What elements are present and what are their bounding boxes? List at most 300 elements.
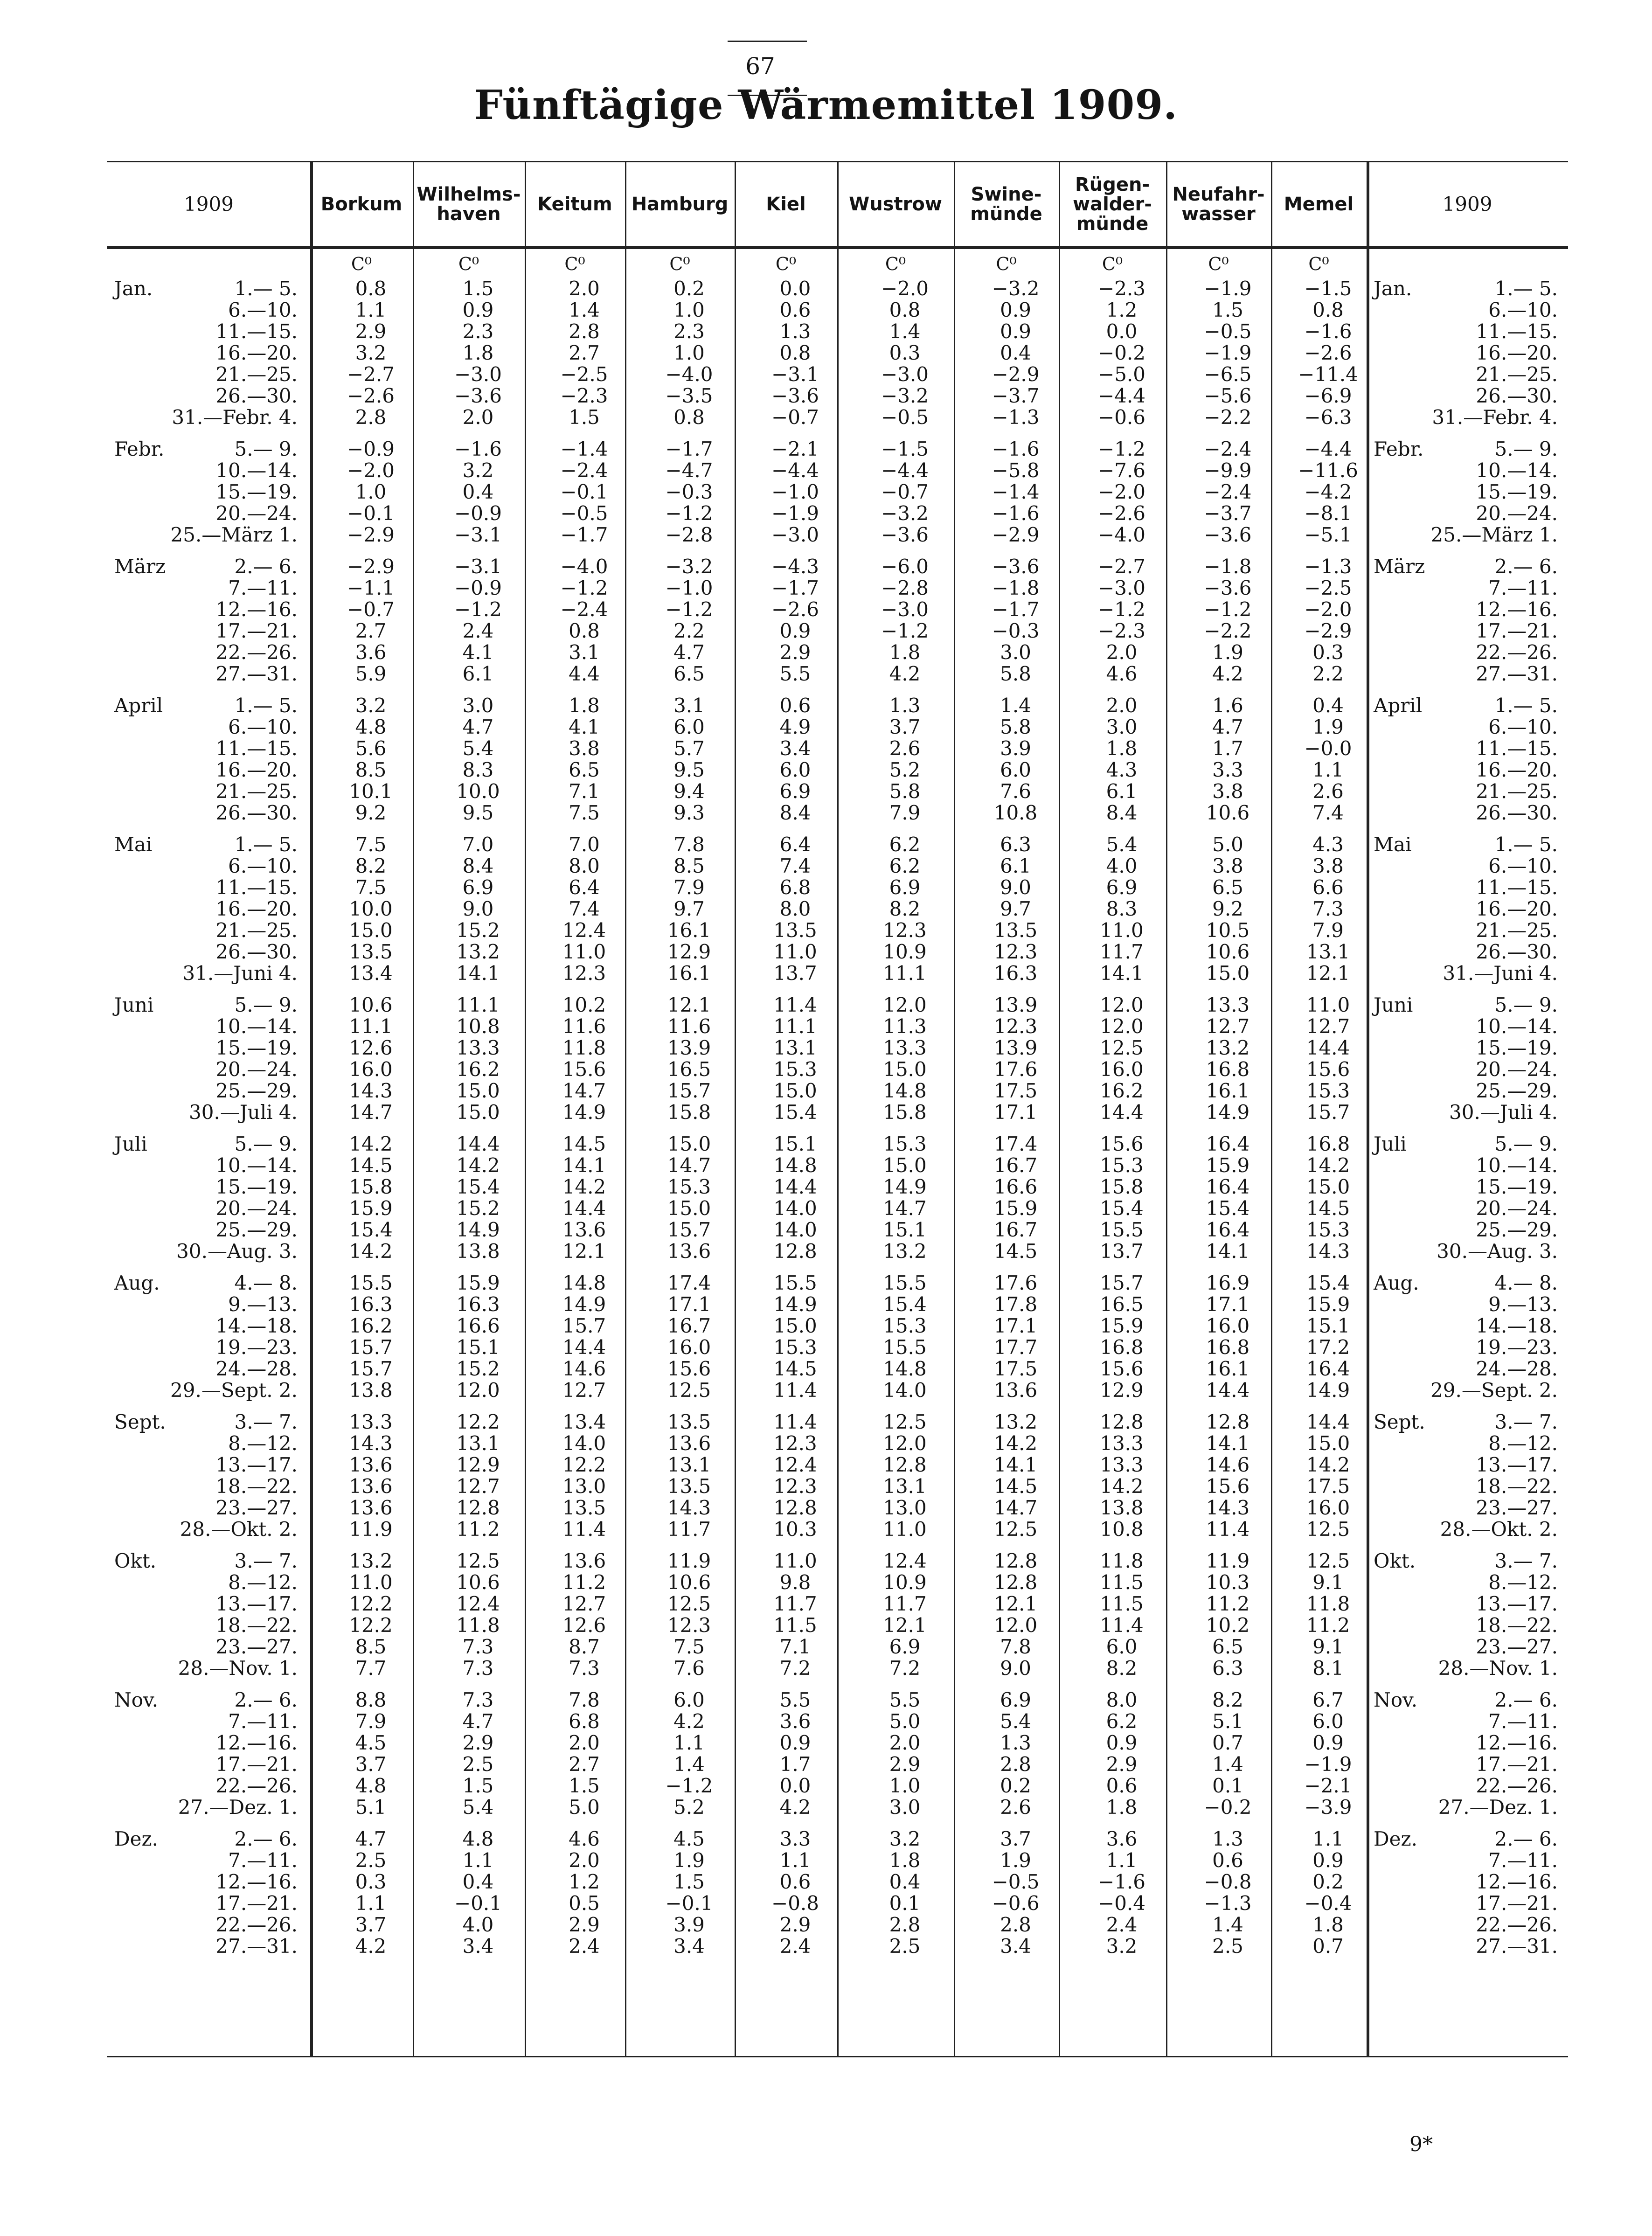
period-label-left: [114, 460, 298, 481]
temperature-value: 15.5: [349, 1271, 393, 1294]
temperature-value: 7.5: [673, 1635, 705, 1658]
temperature-value: −2.2: [1204, 619, 1252, 642]
temperature-value: 12.0: [883, 1432, 927, 1455]
temperature-value: −1.5: [1304, 277, 1352, 300]
temperature-value: −1.4: [560, 437, 608, 460]
temperature-value: 5.1: [355, 1796, 387, 1819]
temperature-value: 15.0: [456, 1101, 500, 1124]
temperature-value: 1.3: [779, 320, 811, 343]
temperature-value: 5.0: [1212, 833, 1243, 856]
period-text: 21.—25.: [1476, 919, 1558, 942]
period-label-left: [114, 920, 298, 941]
temperature-value: −0.6: [992, 1892, 1040, 1915]
period-label-right: [1374, 1294, 1558, 1315]
temperature-value: 14.9: [1306, 1379, 1350, 1402]
temperature-value: 10.9: [883, 940, 927, 963]
table-row: [107, 1914, 1568, 1936]
temperature-value: −2.4: [1204, 480, 1252, 503]
temperature-value: 11.5: [1100, 1592, 1144, 1615]
period-label-right: [1374, 1411, 1558, 1433]
period-text: 24.—28.: [215, 1357, 298, 1380]
temperature-value: 12.7: [1206, 1015, 1250, 1038]
temperature-value: 12.3: [993, 1015, 1038, 1038]
temperature-value: 15.0: [1306, 1175, 1350, 1198]
unit-label: C⁰: [1208, 254, 1229, 274]
temperature-value: 16.8: [1306, 1132, 1350, 1155]
temperature-value: 1.0: [889, 1774, 921, 1797]
temperature-value: 13.1: [1306, 940, 1350, 963]
month-label: Nov.: [1374, 1688, 1418, 1711]
header-station-label: Memel: [1284, 194, 1354, 215]
temperature-value: 3.0: [1000, 641, 1031, 664]
temperature-value: 10.8: [993, 801, 1038, 824]
period-text: 10.—14.: [1476, 1015, 1558, 1038]
temperature-value: −3.6: [992, 555, 1040, 578]
period-label-right: [1374, 941, 1558, 963]
temperature-value: 3.4: [779, 737, 811, 760]
temperature-value: 14.4: [1306, 1036, 1350, 1059]
temperature-value: −6.3: [1304, 406, 1352, 429]
temperature-value: 1.3: [1212, 1827, 1243, 1850]
period-text: 13.—17.: [215, 1453, 298, 1476]
period-label-right: [1374, 1155, 1558, 1176]
table-row: [107, 620, 1568, 642]
temperature-value: 14.1: [1100, 962, 1144, 985]
temperature-value: 2.8: [1000, 1913, 1031, 1936]
temperature-value: −3.2: [992, 277, 1040, 300]
temperature-value: −2.8: [665, 523, 713, 546]
temperature-value: 1.8: [889, 1849, 921, 1872]
temperature-value: 0.3: [355, 1870, 387, 1893]
temperature-value: −2.4: [560, 598, 608, 621]
period-text: 8.—12.: [1488, 1432, 1558, 1455]
table-row: [107, 855, 1568, 877]
temperature-value: −0.9: [347, 437, 395, 460]
temperature-value: 0.7: [1312, 1935, 1344, 1958]
period-text: 30.—Aug. 3.: [1437, 1240, 1558, 1263]
period-label-right: [1374, 642, 1558, 663]
temperature-value: 15.5: [773, 1271, 817, 1294]
period-label-left: [114, 407, 298, 428]
temperature-value: 10.2: [1206, 1614, 1250, 1637]
temperature-value: 13.8: [1100, 1496, 1144, 1519]
temperature-value: 11.1: [349, 1015, 393, 1038]
temperature-value: 14.5: [773, 1357, 817, 1380]
temperature-value: 15.9: [1306, 1293, 1350, 1316]
temperature-value: 7.8: [1000, 1635, 1031, 1658]
period-label-left: [114, 1176, 298, 1198]
period-label-right: [1374, 1433, 1558, 1454]
temperature-value: 4.7: [462, 1710, 494, 1733]
temperature-value: 16.0: [1306, 1496, 1350, 1519]
period-label-right: [1374, 1775, 1558, 1797]
temperature-value: 13.7: [773, 962, 817, 985]
period-label-right: [1374, 321, 1558, 342]
temperature-value: 17.4: [993, 1132, 1038, 1155]
period-text: 13.—17.: [1476, 1592, 1558, 1615]
temperature-value: 3.8: [1212, 854, 1243, 877]
period-label-left: [114, 1102, 298, 1123]
period-text: 21.—25.: [1476, 780, 1558, 803]
temperature-value: 3.2: [462, 459, 494, 482]
period-label-left: [114, 855, 298, 877]
temperature-value: 16.4: [1206, 1175, 1250, 1198]
temperature-value: −3.2: [881, 502, 929, 525]
temperature-value: 4.7: [355, 1827, 387, 1850]
temperature-value: 11.1: [456, 993, 500, 1016]
table-row: [107, 1519, 1568, 1540]
temperature-value: 0.9: [1000, 299, 1031, 321]
temperature-value: 8.2: [889, 897, 921, 920]
temperature-value: 8.2: [355, 854, 387, 877]
temperature-value: −0.1: [347, 502, 395, 525]
temperature-value: 1.4: [569, 299, 600, 321]
period-text: 6.—10.: [1488, 854, 1558, 877]
temperature-value: 17.6: [993, 1271, 1038, 1294]
temperature-value: 15.8: [1100, 1175, 1144, 1198]
month-label: Juli: [1374, 1132, 1407, 1155]
temperature-value: 12.1: [883, 1614, 927, 1637]
temperature-value: 15.9: [456, 1271, 500, 1294]
temperature-value: 0.9: [779, 619, 811, 642]
temperature-value: −1.6: [1098, 1870, 1145, 1893]
period-label-left: [114, 1775, 298, 1797]
period-label-left: [114, 663, 298, 685]
temperature-value: 11.7: [883, 1592, 927, 1615]
temperature-value: 2.8: [889, 1913, 921, 1936]
temperature-value: 12.5: [1306, 1549, 1350, 1572]
table-row: [107, 1133, 1568, 1155]
temperature-value: 14.9: [456, 1218, 500, 1241]
temperature-value: 13.6: [349, 1475, 393, 1498]
temperature-value: 1.8: [889, 641, 921, 664]
period-label-left: [114, 642, 298, 663]
temperature-value: 13.8: [349, 1379, 393, 1402]
period-label-right: [1374, 1476, 1558, 1497]
period-label-left: [114, 1272, 298, 1294]
period-text: 12.—16.: [1476, 1870, 1558, 1893]
temperature-value: 11.2: [562, 1571, 606, 1594]
header-year-right: [1367, 162, 1568, 246]
header-station-label: Neufahr- wasser: [1172, 184, 1265, 225]
period-label-right: [1374, 1936, 1558, 1957]
temperature-value: 12.0: [456, 1379, 500, 1402]
period-label-left: [114, 1850, 298, 1871]
period-label-right: [1374, 920, 1558, 941]
temperature-value: 11.8: [1306, 1592, 1350, 1615]
period-text: 9.—13.: [228, 1293, 298, 1316]
temperature-value: −3.7: [1204, 502, 1252, 525]
temperature-value: 5.8: [1000, 662, 1031, 685]
period-label-right: [1374, 802, 1558, 824]
temperature-value: −2.2: [1204, 406, 1252, 429]
period-label-right: [1374, 1315, 1558, 1337]
period-label-right: [1374, 1037, 1558, 1059]
period-text: 10.—14.: [215, 1015, 298, 1038]
month-label: April: [114, 694, 163, 717]
temperature-value: 16.5: [1100, 1293, 1144, 1316]
period-text: 12.—16.: [1476, 1731, 1558, 1754]
temperature-value: −11.4: [1298, 363, 1358, 386]
temperature-value: −0.2: [1204, 1796, 1252, 1819]
temperature-value: 1.1: [462, 1849, 494, 1872]
temperature-value: −1.2: [1098, 598, 1145, 621]
period-label-right: [1374, 1711, 1558, 1732]
temperature-value: 15.7: [562, 1314, 606, 1337]
table-row: [107, 524, 1568, 546]
period-label-right: [1374, 663, 1558, 685]
temperature-value: −5.0: [1098, 363, 1145, 386]
temperature-value: 14.2: [1100, 1475, 1144, 1498]
temperature-value: 15.3: [773, 1336, 817, 1359]
period-text: 21.—25.: [215, 919, 298, 942]
temperature-value: 15.4: [349, 1218, 393, 1241]
temperature-value: −4.0: [665, 363, 713, 386]
temperature-value: 9.0: [462, 897, 494, 920]
temperature-value: 15.9: [1100, 1314, 1144, 1337]
temperature-value: 15.4: [456, 1175, 500, 1198]
table-row: [107, 877, 1568, 898]
temperature-value: 5.4: [1000, 1710, 1031, 1733]
temperature-value: 14.1: [1206, 1240, 1250, 1263]
period-label-left: [114, 1219, 298, 1241]
signature-mark: 9*: [1409, 2132, 1433, 2156]
temperature-value: 16.2: [456, 1058, 500, 1081]
temperature-value: 3.8: [569, 737, 600, 760]
period-label-left: [114, 1433, 298, 1454]
period-label-left: [114, 759, 298, 781]
temperature-value: 17.6: [993, 1058, 1038, 1081]
temperature-value: −1.9: [1204, 341, 1252, 364]
temperature-value: 7.8: [569, 1688, 600, 1711]
temperature-value: 11.0: [1100, 919, 1144, 942]
table-row: [107, 299, 1568, 321]
unit-label: C⁰: [564, 254, 585, 274]
temperature-value: −3.0: [771, 523, 819, 546]
period-label-right: [1374, 503, 1558, 524]
period-text: 23.—27.: [1476, 1496, 1558, 1519]
temperature-value: 4.8: [355, 1774, 387, 1797]
temperature-value: 11.7: [1100, 940, 1144, 963]
period-text: 30.—Juli 4.: [189, 1101, 298, 1124]
period-label-right: [1374, 1893, 1558, 1914]
temperature-value: 11.5: [1100, 1571, 1144, 1594]
temperature-value: 14.8: [883, 1357, 927, 1380]
temperature-value: 10.9: [883, 1571, 927, 1594]
temperature-value: 2.6: [1000, 1796, 1031, 1819]
temperature-value: 15.3: [1306, 1079, 1350, 1102]
table-row: [107, 1615, 1568, 1636]
period-text: 16.—20.: [1476, 341, 1558, 364]
temperature-value: 2.4: [462, 619, 494, 642]
temperature-value: 14.3: [1306, 1240, 1350, 1263]
temperature-value: −1.1: [347, 576, 395, 599]
temperature-value: 1.4: [673, 1753, 705, 1776]
temperature-value: 0.4: [1312, 694, 1344, 717]
temperature-value: 8.5: [355, 758, 387, 781]
temperature-value: 9.2: [1212, 897, 1243, 920]
temperature-value: 3.6: [1106, 1827, 1138, 1850]
period-text: 28.—Okt. 2.: [180, 1518, 298, 1541]
table-row: [107, 364, 1568, 385]
period-text: 25.—März 1.: [1430, 523, 1558, 546]
temperature-value: 6.4: [779, 833, 811, 856]
temperature-value: 4.6: [569, 1827, 600, 1850]
temperature-value: 14.2: [1306, 1453, 1350, 1476]
period-text: 8.—12.: [228, 1571, 298, 1594]
period-text: 20.—24.: [1476, 1058, 1558, 1081]
table-row: [107, 759, 1568, 781]
temperature-value: 14.1: [562, 1154, 606, 1177]
period-label-right: [1374, 1272, 1558, 1294]
temperature-value: 7.3: [1312, 897, 1344, 920]
period-text: 5.— 9.: [1494, 1132, 1558, 1155]
temperature-value: 2.0: [569, 277, 600, 300]
temperature-value: 12.7: [562, 1592, 606, 1615]
temperature-value: 1.1: [1312, 758, 1344, 781]
temperature-value: 13.0: [562, 1475, 606, 1498]
temperature-value: 2.9: [355, 320, 387, 343]
temperature-value: 15.9: [349, 1197, 393, 1220]
period-text: 14.—18.: [215, 1314, 298, 1337]
temperature-value: 14.6: [562, 1357, 606, 1380]
temperature-value: −0.3: [665, 480, 713, 503]
temperature-value: 6.3: [1000, 833, 1031, 856]
temperature-value: 14.5: [993, 1240, 1038, 1263]
temperature-value: 9.7: [1000, 897, 1031, 920]
temperature-value: 6.0: [673, 1688, 705, 1711]
temperature-value: 8.3: [1106, 897, 1138, 920]
temperature-value: 4.7: [673, 641, 705, 664]
temperature-value: 3.0: [1106, 715, 1138, 738]
temperature-value: 16.3: [993, 962, 1038, 985]
temperature-value: 12.3: [773, 1475, 817, 1498]
temperature-value: 15.0: [883, 1154, 927, 1177]
temperature-value: −3.0: [454, 363, 502, 386]
temperature-value: −3.0: [881, 363, 929, 386]
temperature-value: 12.0: [1100, 1015, 1144, 1038]
temperature-value: 5.1: [1212, 1710, 1243, 1733]
temperature-value: 3.0: [462, 694, 494, 717]
temperature-value: 15.6: [1100, 1132, 1144, 1155]
temperature-value: 11.3: [883, 1015, 927, 1038]
temperature-value: 1.1: [355, 299, 387, 321]
temperature-value: −1.4: [992, 480, 1040, 503]
temperature-value: −1.7: [560, 523, 608, 546]
period-label-left: [114, 599, 298, 620]
period-label-left: [114, 1732, 298, 1754]
temperature-value: 11.7: [667, 1518, 711, 1541]
table-row: [107, 1433, 1568, 1454]
temperature-value: 15.3: [1306, 1218, 1350, 1241]
temperature-value: −1.0: [665, 576, 713, 599]
header-station-label: Hamburg: [631, 194, 729, 215]
temperature-value: 14.8: [562, 1271, 606, 1294]
temperature-value: 14.3: [349, 1432, 393, 1455]
period-text: 12.—16.: [1476, 598, 1558, 621]
period-label-left: [114, 1519, 298, 1540]
temperature-value: 3.9: [1000, 737, 1031, 760]
temperature-value: 11.0: [349, 1571, 393, 1594]
temperature-value: 14.9: [562, 1293, 606, 1316]
period-text: 25.—März 1.: [170, 523, 298, 546]
temperature-value: −0.1: [454, 1892, 502, 1915]
period-label-left: [114, 898, 298, 920]
temperature-value: 11.2: [1206, 1592, 1250, 1615]
month-label: Aug.: [1374, 1271, 1419, 1294]
period-text: 18.—22.: [215, 1614, 298, 1637]
temperature-value: 16.8: [1206, 1336, 1250, 1359]
temperature-value: 16.0: [1206, 1314, 1250, 1337]
temperature-value: 7.1: [779, 1635, 811, 1658]
temperature-value: −2.5: [560, 363, 608, 386]
temperature-value: 8.3: [462, 758, 494, 781]
temperature-value: −0.8: [1204, 1870, 1252, 1893]
temperature-value: 16.8: [1100, 1336, 1144, 1359]
period-label-left: [114, 1497, 298, 1519]
temperature-value: −1.8: [1204, 555, 1252, 578]
temperature-value: 16.1: [1206, 1357, 1250, 1380]
table-row: [107, 460, 1568, 481]
temperature-value: 6.9: [1000, 1688, 1031, 1711]
temperature-value: 15.7: [667, 1218, 711, 1241]
temperature-value: 1.4: [1212, 1753, 1243, 1776]
period-label-left: [114, 1315, 298, 1337]
temperature-value: 4.4: [569, 662, 600, 685]
temperature-value: 1.4: [1212, 1913, 1243, 1936]
period-label-right: [1374, 1519, 1558, 1540]
temperature-value: −3.6: [771, 384, 819, 407]
temperature-value: 1.1: [673, 1731, 705, 1754]
temperature-value: 2.0: [569, 1849, 600, 1872]
temperature-value: 5.6: [355, 737, 387, 760]
temperature-value: 15.2: [456, 919, 500, 942]
temperature-value: 15.0: [1306, 1432, 1350, 1455]
temperature-value: 6.9: [779, 780, 811, 803]
temperature-value: 14.0: [773, 1197, 817, 1220]
period-text: 7.—11.: [1488, 1849, 1558, 1872]
period-text: 15.—19.: [1476, 480, 1558, 503]
period-text: 20.—24.: [215, 1058, 298, 1081]
temperature-value: 6.2: [889, 833, 921, 856]
temperature-value: 1.5: [462, 277, 494, 300]
temperature-value: −2.1: [1304, 1774, 1352, 1797]
period-text: 15.—19.: [215, 480, 298, 503]
temperature-value: 10.6: [349, 993, 393, 1016]
temperature-value: −2.3: [1098, 619, 1145, 642]
temperature-value: 7.6: [673, 1657, 705, 1680]
temperature-value: −1.2: [665, 598, 713, 621]
period-label-right: [1374, 963, 1558, 984]
period-label-left: [114, 994, 298, 1016]
month-label: Mai: [114, 833, 153, 856]
temperature-value: 17.8: [993, 1293, 1038, 1316]
temperature-value: 0.9: [1312, 1849, 1344, 1872]
temperature-value: 15.4: [1100, 1197, 1144, 1220]
period-text: 10.—14.: [1476, 1154, 1558, 1177]
temperature-value: 15.9: [993, 1197, 1038, 1220]
temperature-value: −4.7: [665, 459, 713, 482]
temperature-value: −1.9: [1204, 277, 1252, 300]
period-label-left: [114, 941, 298, 963]
temperature-value: 12.5: [1100, 1036, 1144, 1059]
period-text: 19.—23.: [1476, 1336, 1558, 1359]
temperature-value: 4.8: [355, 715, 387, 738]
temperature-value: 13.5: [667, 1410, 711, 1433]
temperature-value: 0.6: [779, 694, 811, 717]
temperature-value: 6.5: [1212, 876, 1243, 899]
temperature-value: −1.2: [454, 598, 502, 621]
